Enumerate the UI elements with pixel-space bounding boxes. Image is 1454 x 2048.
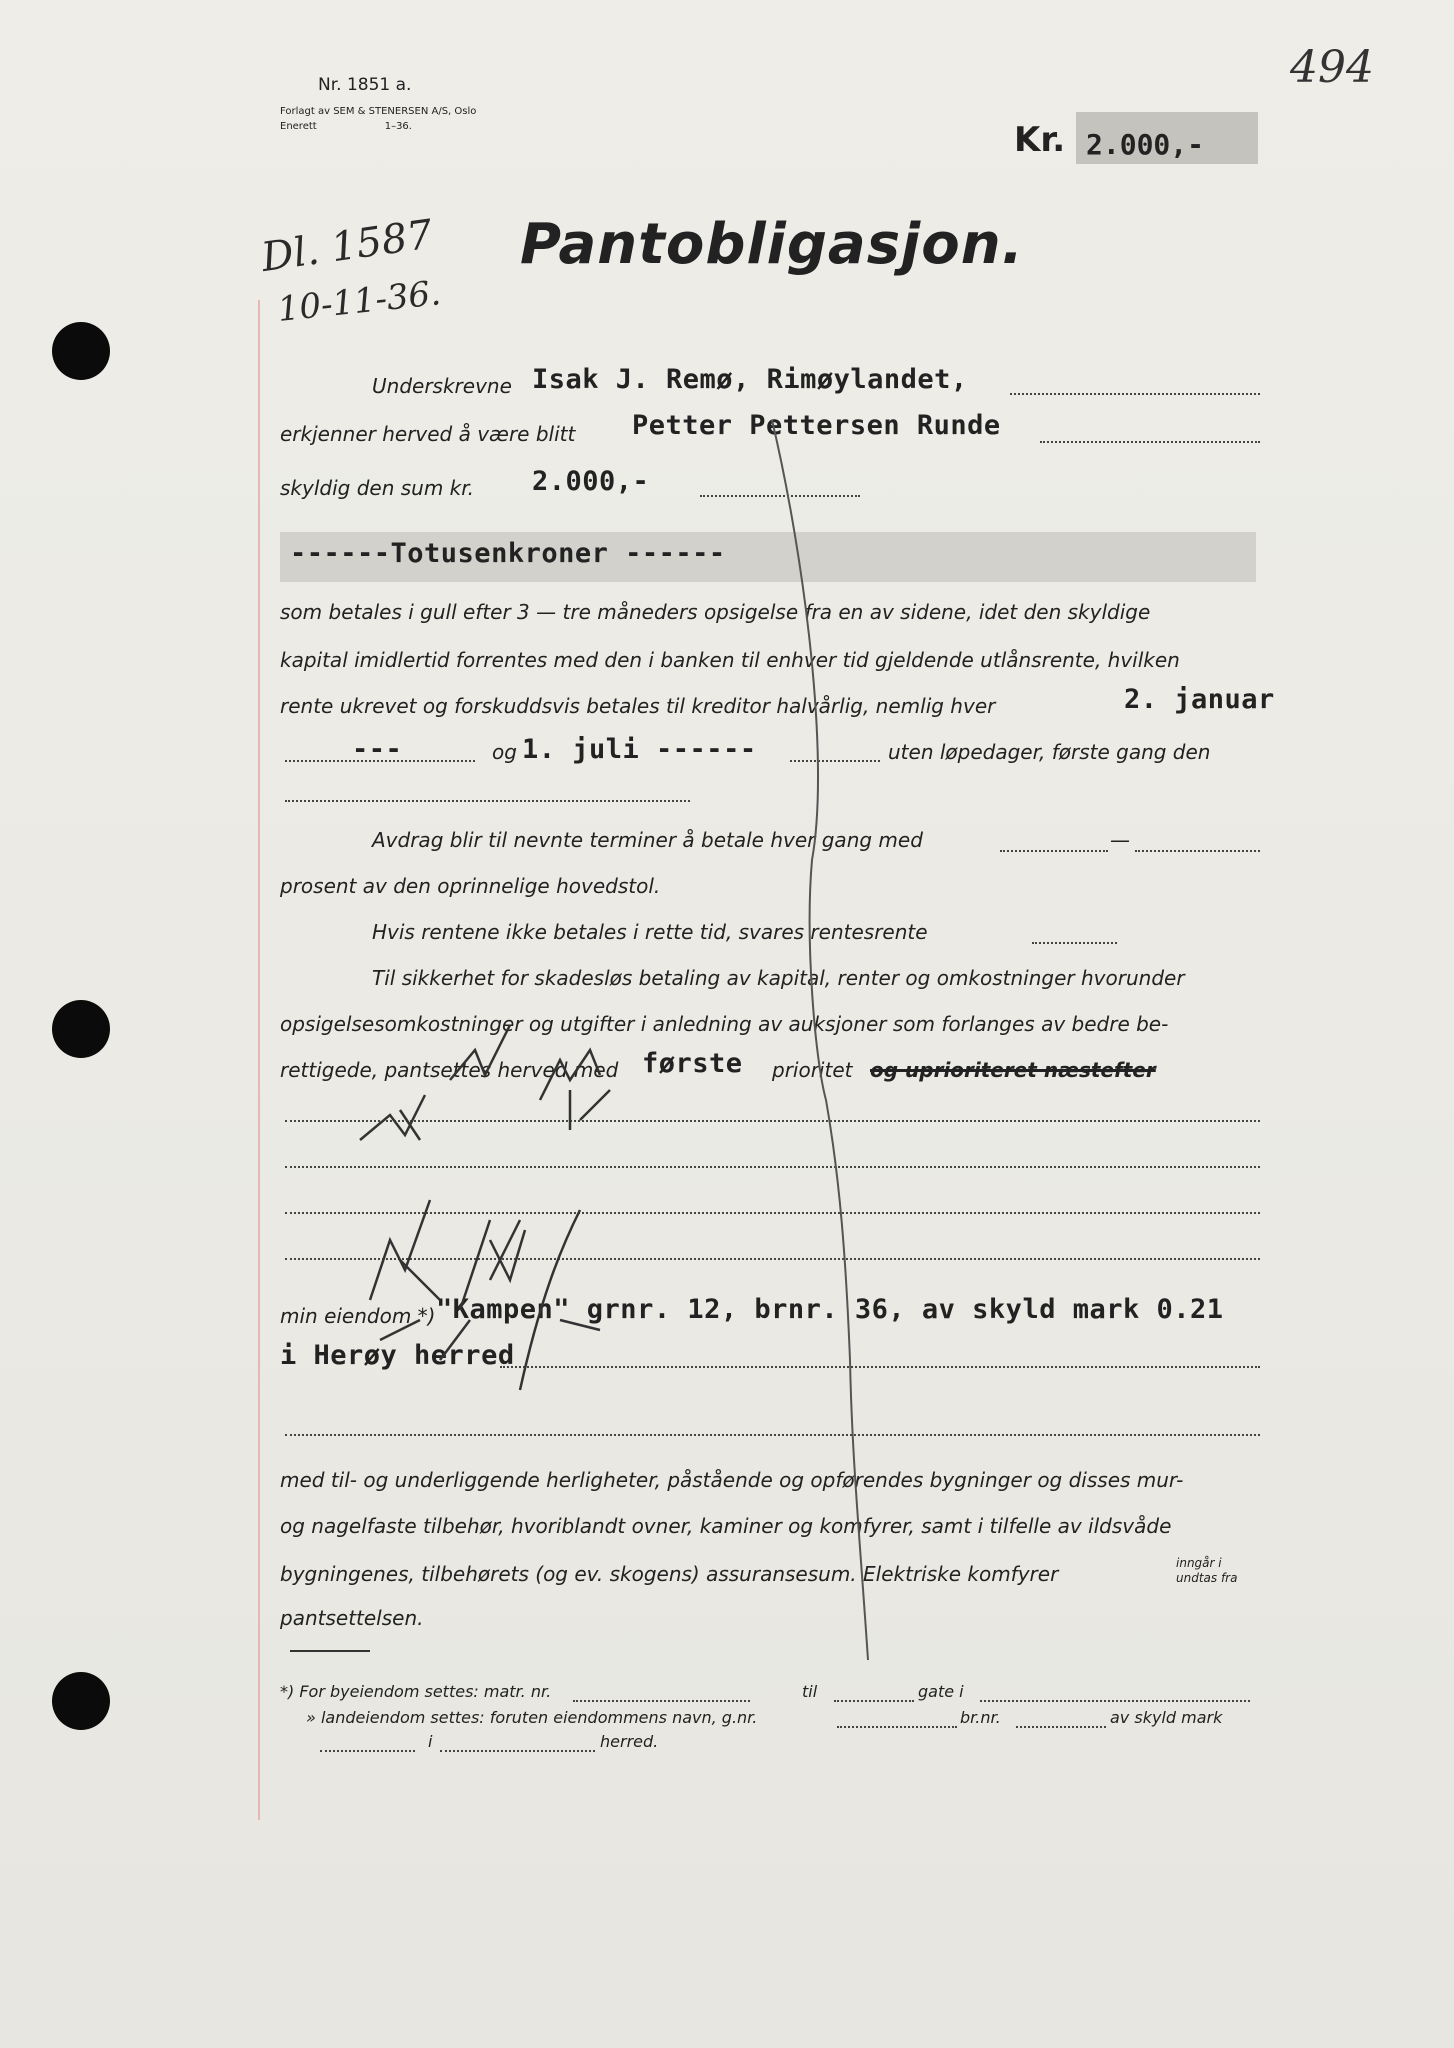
footnote-line: herred. xyxy=(600,1732,659,1751)
footnote-line: gate i xyxy=(918,1682,964,1701)
body-line: Avdrag blir til nevnte terminer å betale hver gang med xyxy=(372,828,923,852)
footnote-line: i xyxy=(428,1732,433,1751)
kr-label: Kr. xyxy=(1014,120,1066,160)
closing-line: bygningenes, tilbehørets (og ev. skogens) assuransesum. Elektriske komfyrer xyxy=(280,1562,1059,1586)
publisher-line: Forlagt av SEM & STENERSEN A/S, Oslo xyxy=(280,106,477,117)
undersigned-value: Isak J. Remø, Rimøylandet, xyxy=(532,364,968,395)
footnote-line: *) For byeiendom settes: matr. nr. xyxy=(280,1682,552,1701)
body-line: Hvis rentene ikke betales i rette tid, svares rentesrente xyxy=(372,920,928,944)
body-line: Til sikkerhet for skadesløs betaling av kapital, renter og omkostninger hvorunder xyxy=(372,966,1185,990)
document-title: Pantobligasjon. xyxy=(520,212,1024,277)
struck-text: og uprioriteret næstefter xyxy=(870,1058,1156,1082)
dash-fill: — xyxy=(1110,828,1130,852)
footnote-line: » landeiendom settes: foruten eiendommens navn, g.nr. xyxy=(306,1708,758,1727)
form-number: Nr. 1851 a. xyxy=(318,75,412,95)
body-line: prosent av den oprinnelige hovedstol. xyxy=(280,874,661,898)
body-line: kapital imidlertid forrentes med den i banken til enhver tid gjeldende utlånsrente, hvilken xyxy=(280,648,1180,672)
body-line: som betales i gull efter 3 — tre måneders opsigelse fra en av sidene, idet den skyldige xyxy=(280,600,1151,624)
page-number: 494 xyxy=(1290,42,1374,93)
side-option-include: inngår i xyxy=(1176,1556,1222,1570)
footnote-line: av skyld mark xyxy=(1110,1708,1223,1727)
publisher-enerett: Enerett xyxy=(280,121,317,132)
creditor-label: erkjenner herved å være blitt xyxy=(280,422,576,446)
footnote-line: til xyxy=(802,1682,818,1701)
sum-words: ------Totusenkroner ------ xyxy=(290,538,726,569)
handwritten-note: Dl. 1587 xyxy=(258,211,436,281)
body-og: og xyxy=(492,740,517,764)
dash-fill: --- xyxy=(352,734,403,765)
side-option-exclude: undtas fra xyxy=(1176,1571,1238,1585)
sum-value: 2.000,- xyxy=(532,466,650,497)
payment-date-1: 2. januar xyxy=(1124,684,1275,715)
property-value: "Kampen" grnr. 12, brnr. 36, av skyld mark 0.21 xyxy=(436,1294,1224,1325)
property-value: i Herøy herred xyxy=(280,1340,515,1371)
closing-line: pantsettelsen. xyxy=(280,1606,424,1630)
handwritten-signature xyxy=(360,1025,610,1390)
footnote-line: br.nr. xyxy=(960,1708,1001,1727)
undersigned-label: Underskrevne xyxy=(372,374,512,398)
closing-line: og nagelfaste tilbehør, hvoriblandt ovner, kaminer og komfyrer, samt i tilfelle av ildsvåde xyxy=(280,1514,1172,1538)
body-line: prioritet xyxy=(772,1058,853,1082)
body-line: rettigede, pantsettes herved med xyxy=(280,1058,619,1082)
body-line: uten løpedager, første gang den xyxy=(888,740,1211,764)
closing-line: med til- og underliggende herligheter, påstående og opførendes bygninger og disses mur- xyxy=(280,1468,1184,1492)
payment-date-2: 1. juli ------ xyxy=(522,734,757,765)
handwritten-date: 10-11-36. xyxy=(275,273,443,330)
sum-label: skyldig den sum kr. xyxy=(280,476,474,500)
property-label: min eiendom *) xyxy=(280,1304,436,1328)
publisher-date: 1–36. xyxy=(384,121,412,132)
priority-value: første xyxy=(642,1048,743,1079)
creditor-value: Petter Pettersen Runde xyxy=(632,410,1001,441)
body-line: rente ukrevet og forskuddsvis betales til kreditor halvårlig, nemlig hver xyxy=(280,694,996,718)
body-line: opsigelsesomkostninger og utgifter i anledning av auksjoner som forlanges av bedre be- xyxy=(280,1012,1169,1036)
kr-amount: 2.000,- xyxy=(1086,128,1205,161)
